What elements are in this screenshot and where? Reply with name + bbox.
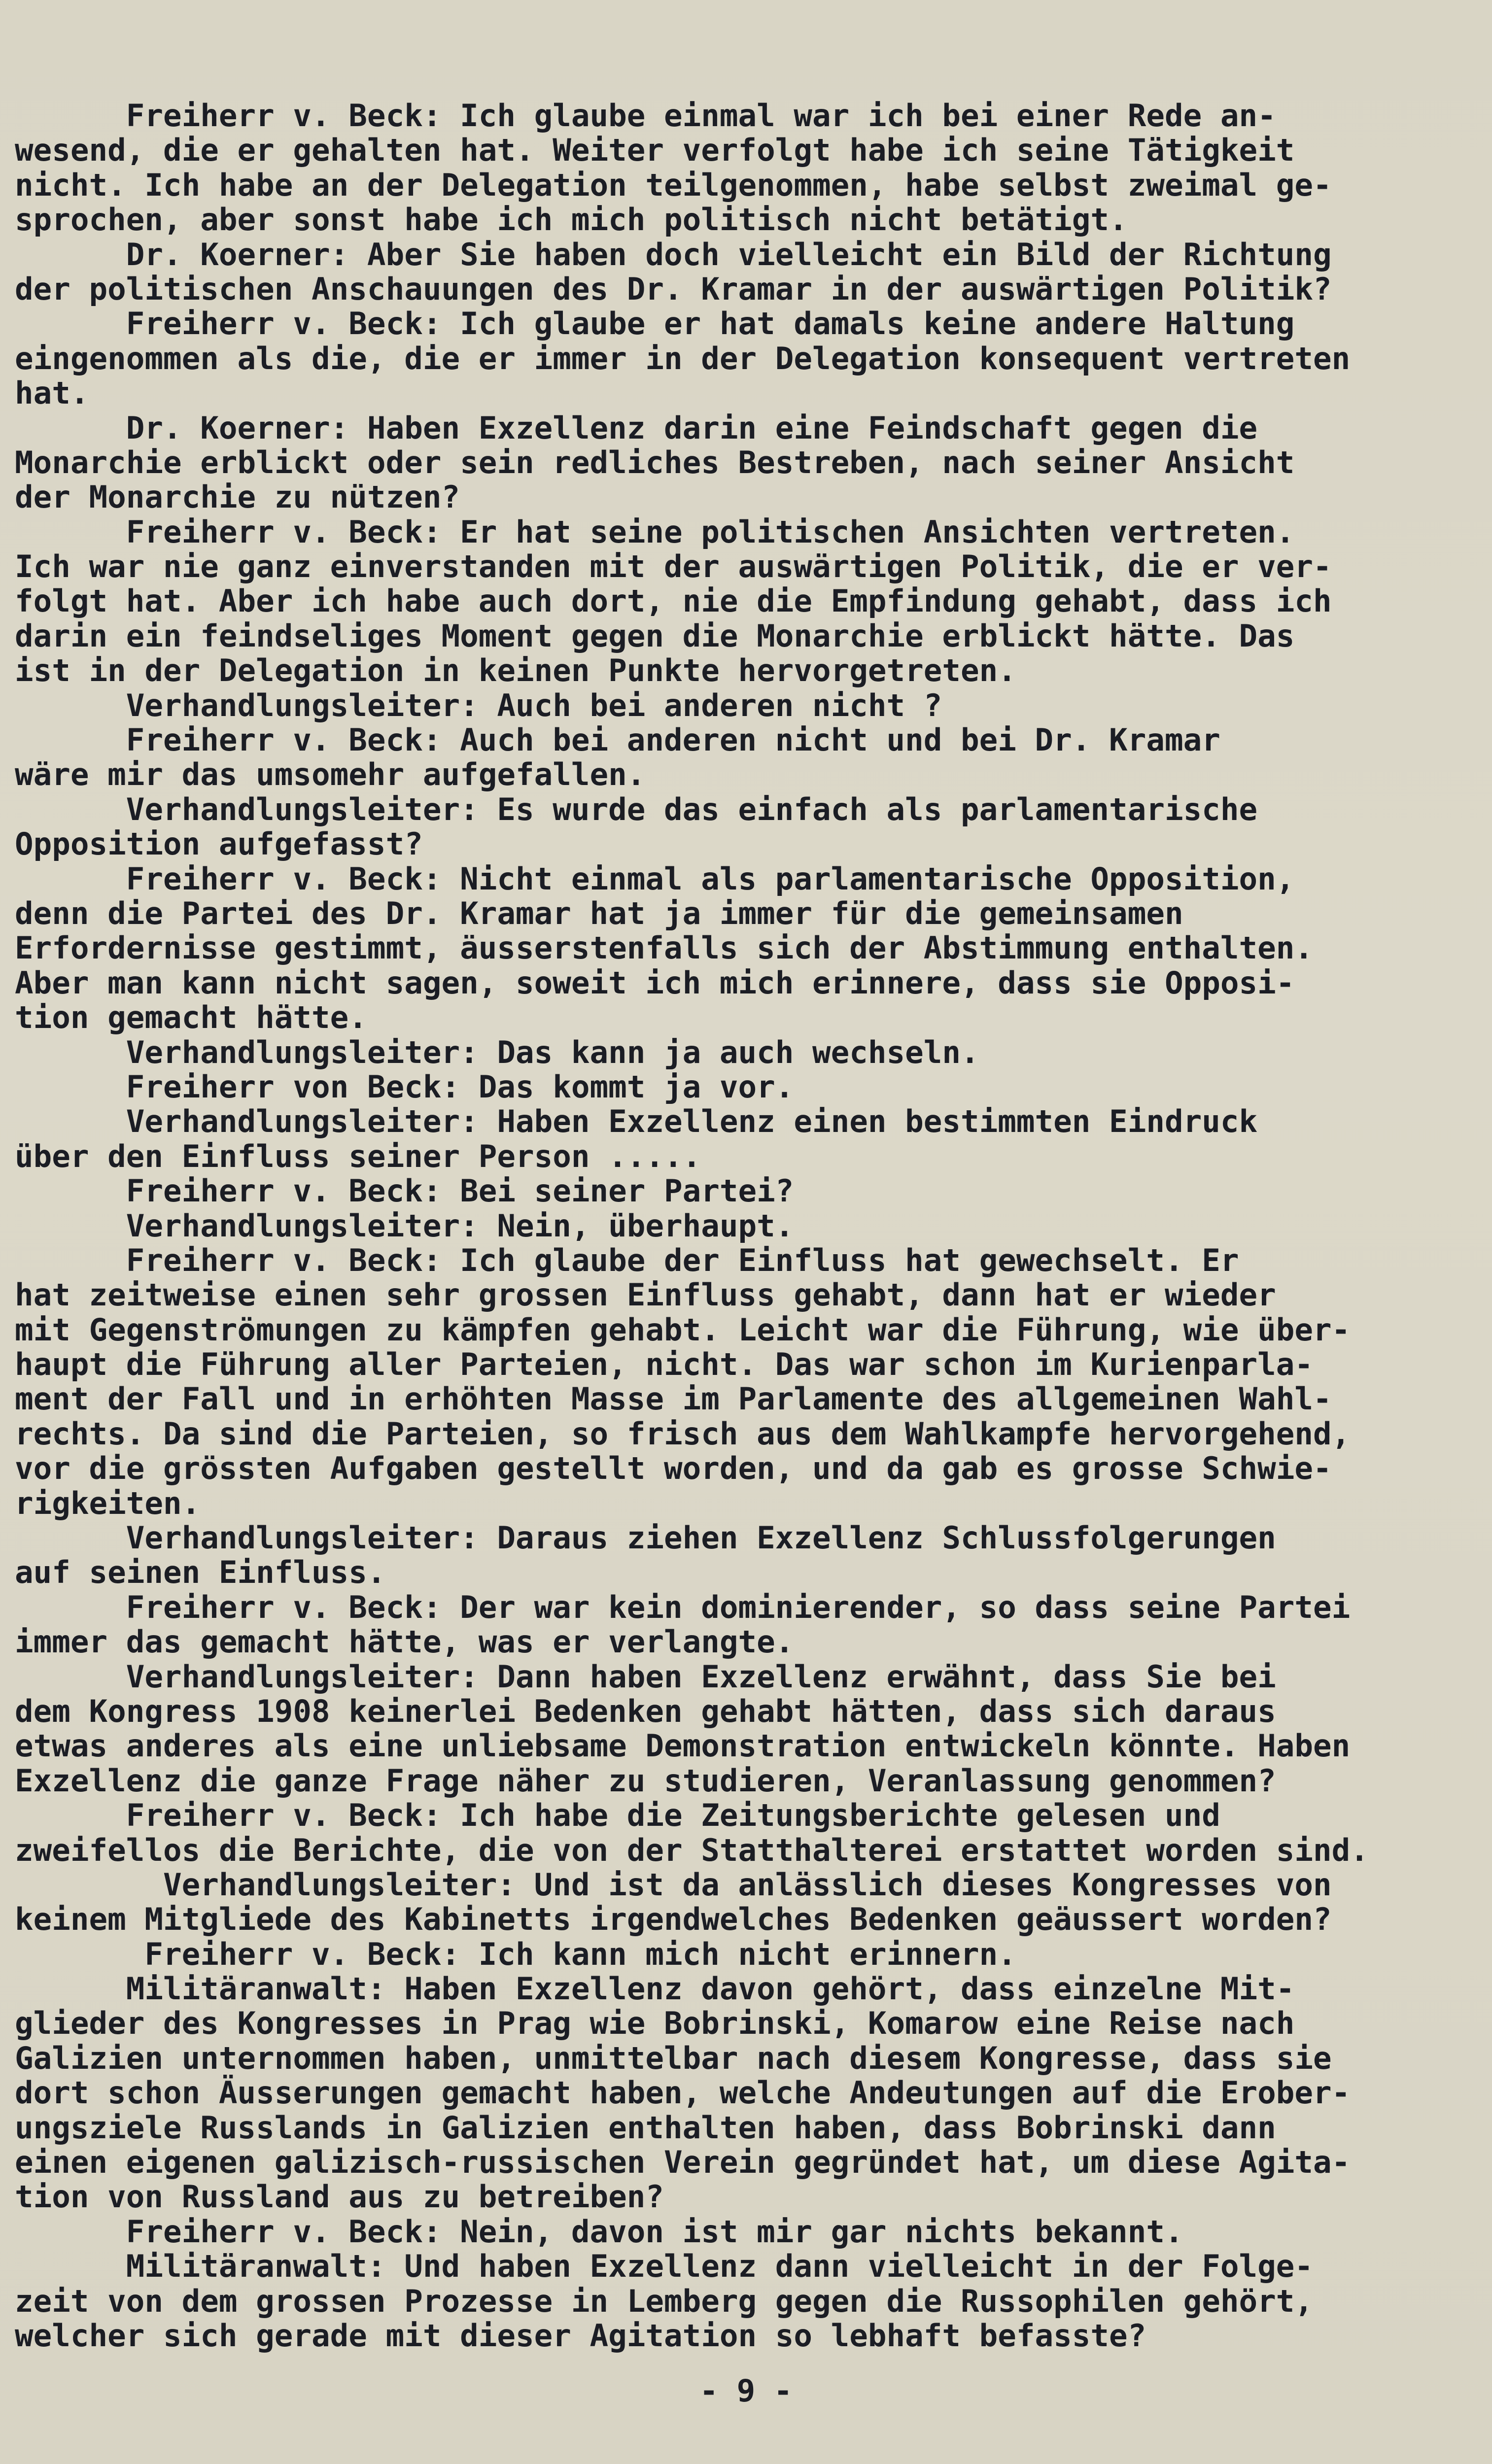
- text-line: Freiherr v. Beck: Der war kein dominierender, so dass seine Partei: [15, 1589, 1351, 1625]
- text-line: etwas anderes als eine unliebsame Demonstration entwickeln könnte. Haben: [15, 1728, 1351, 1764]
- text-line: tion gemacht hätte.: [15, 999, 367, 1036]
- text-line: Verhandlungsleiter: Und ist da anlässlich dieses Kongresses von: [15, 1866, 1332, 1903]
- text-line: Freiherr v. Beck: Er hat seine politischen Ansichten vertreten.: [15, 513, 1295, 550]
- text-line: dem Kongress 1908 keinerlei Bedenken gehabt hätten, dass sich daraus: [15, 1693, 1276, 1729]
- text-line: Exzellenz die ganze Frage näher zu studieren, Veranlassung genommen?: [15, 1762, 1276, 1799]
- text-line: Freiherr v. Beck: Nein, davon ist mir gar nichts bekannt.: [15, 2213, 1183, 2250]
- text-line: Verhandlungsleiter: Es wurde das einfach als parlamentarische: [15, 791, 1258, 827]
- text-line: denn die Partei des Dr. Kramar hat ja immer für die gemeinsamen: [15, 895, 1183, 931]
- text-line: Freiherr von Beck: Das kommt ja vor.: [15, 1068, 794, 1105]
- text-line: rechts. Da sind die Parteien, so frisch aus dem Wahlkampfe hervorgehend,: [15, 1415, 1351, 1452]
- text-line: Verhandlungsleiter: Dann haben Exzellenz erwähnt, dass Sie bei: [15, 1658, 1276, 1695]
- text-line: Freiherr v. Beck: Bei seiner Partei?: [15, 1173, 794, 1209]
- text-line: der Monarchie zu nützen?: [15, 479, 460, 515]
- text-line: wesend, die er gehalten hat. Weiter verfolgt habe ich seine Tätigkeit: [15, 132, 1295, 169]
- text-line: der politischen Anschauungen des Dr. Kramar in der auswärtigen Politik?: [15, 271, 1332, 307]
- text-line: zweifellos die Berichte, die von der Statthalterei erstattet worden sind.: [15, 1832, 1369, 1868]
- text-line: folgt hat. Aber ich habe auch dort, nie die Empfindung gehabt, dass ich: [15, 583, 1332, 619]
- text-line: zeit von dem grossen Prozesse in Lemberg gegen die Russophilen gehört,: [15, 2283, 1313, 2319]
- text-line: keinem Mitgliede des Kabinetts irgendwelches Bedenken geäussert worden?: [15, 1901, 1332, 1938]
- text-line: Verhandlungsleiter: Das kann ja auch wechseln.: [15, 1034, 979, 1070]
- text-line: Opposition aufgefasst?: [15, 826, 423, 862]
- text-line: Ich war nie ganz einverstanden mit der auswärtigen Politik, die er ver-: [15, 548, 1332, 585]
- text-line: rigkeiten.: [15, 1485, 201, 1521]
- text-line: welcher sich gerade mit dieser Agitation so lebhaft befasste?: [15, 2318, 1146, 2354]
- text-line: Erfordernisse gestimmt, äusserstenfalls sich der Abstimmung enthalten.: [15, 930, 1313, 966]
- text-line: Freiherr v. Beck: Ich glaube einmal war ich bei einer Rede an-: [15, 98, 1276, 134]
- text-line: einen eigenen galizisch-russischen Verein gegründet hat, um diese Agita-: [15, 2144, 1351, 2181]
- text-line: Freiherr v. Beck: Ich kann mich nicht erinnern.: [15, 1936, 1016, 1972]
- text-line: Galizien unternommen haben, unmittelbar nach diesem Kongresse, dass sie: [15, 2040, 1332, 2076]
- text-line: hat.: [15, 375, 89, 411]
- text-line: Verhandlungsleiter: Haben Exzellenz einen bestimmten Eindruck: [15, 1103, 1258, 1140]
- text-line: auf seinen Einfluss.: [15, 1554, 386, 1591]
- text-line: Dr. Koerner: Aber Sie haben doch vielleicht ein Bild der Richtung: [15, 236, 1332, 273]
- text-line: Militäranwalt: Haben Exzellenz davon gehört, dass einzelne Mit-: [15, 1971, 1295, 2007]
- text-line: eingenommen als die, die er immer in der Delegation konsequent vertreten: [15, 340, 1351, 376]
- text-line: immer das gemacht hätte, was er verlangte.: [15, 1624, 794, 1660]
- text-line: Dr. Koerner: Haben Exzellenz darin eine Feindschaft gegen die: [15, 410, 1258, 446]
- text-line: wäre mir das umsomehr aufgefallen.: [15, 756, 646, 793]
- text-line: vor die grössten Aufgaben gestellt worden, und da gab es grosse Schwie-: [15, 1450, 1332, 1487]
- text-line: Monarchie erblickt oder sein redliches Bestreben, nach seiner Ansicht: [15, 444, 1295, 480]
- text-line: über den Einfluss seiner Person .....: [15, 1138, 701, 1174]
- page-number: - 9 -: [699, 2373, 793, 2409]
- text-line: nicht. Ich habe an der Delegation teilgenommen, habe selbst zweimal ge-: [15, 167, 1332, 203]
- text-line: dort schon Äusserungen gemacht haben, welche Andeutungen auf die Erober-: [15, 2075, 1351, 2111]
- text-line: Verhandlungsleiter: Nein, überhaupt.: [15, 1207, 794, 1244]
- text-line: mit Gegenströmungen zu kämpfen gehabt. Leicht war die Führung, wie über-: [15, 1311, 1351, 1348]
- text-line: glieder des Kongresses in Prag wie Bobrinski, Komarow eine Reise nach: [15, 2005, 1295, 2042]
- text-line: sprochen, aber sonst habe ich mich politisch nicht betätigt.: [15, 202, 1128, 238]
- text-line: Freiherr v. Beck: Auch bei anderen nicht und bei Dr. Kramar: [15, 722, 1220, 758]
- text-line: ment der Fall und in erhöhten Masse im Parlamente des allgemeinen Wahl-: [15, 1381, 1332, 1417]
- text-line: Aber man kann nicht sagen, soweit ich mich erinnere, dass sie Opposi-: [15, 964, 1295, 1001]
- text-line: Militäranwalt: Und haben Exzellenz dann vielleicht in der Folge-: [15, 2248, 1313, 2285]
- text-line: hat zeitweise einen sehr grossen Einfluss gehabt, dann hat er wieder: [15, 1277, 1276, 1313]
- typewritten-text-body: [15, 99, 1444, 2353]
- text-line: ist in der Delegation in keinen Punkte hervorgetreten.: [15, 652, 1016, 689]
- text-line: Freiherr v. Beck: Ich habe die Zeitungsberichte gelesen und: [15, 1797, 1220, 1834]
- text-line: Freiherr v. Beck: Ich glaube der Einfluss hat gewechselt. Er: [15, 1242, 1239, 1278]
- text-line: tion von Russland aus zu betreiben?: [15, 2179, 664, 2215]
- text-line: Verhandlungsleiter: Daraus ziehen Exzellenz Schlussfolgerungen: [15, 1520, 1276, 1556]
- text-line: darin ein feindseliges Moment gegen die Monarchie erblickt hätte. Das: [15, 617, 1295, 654]
- text-line: haupt die Führung aller Parteien, nicht. Das war schon im Kurienparla-: [15, 1346, 1313, 1383]
- text-line: Verhandlungsleiter: Auch bei anderen nicht ?: [15, 687, 942, 723]
- text-line: Freiherr v. Beck: Ich glaube er hat damals keine andere Haltung: [15, 306, 1295, 342]
- text-line: Freiherr v. Beck: Nicht einmal als parlamentarische Opposition,: [15, 860, 1295, 897]
- text-line: ungsziele Russlands in Galizien enthalten haben, dass Bobrinski dann: [15, 2109, 1276, 2146]
